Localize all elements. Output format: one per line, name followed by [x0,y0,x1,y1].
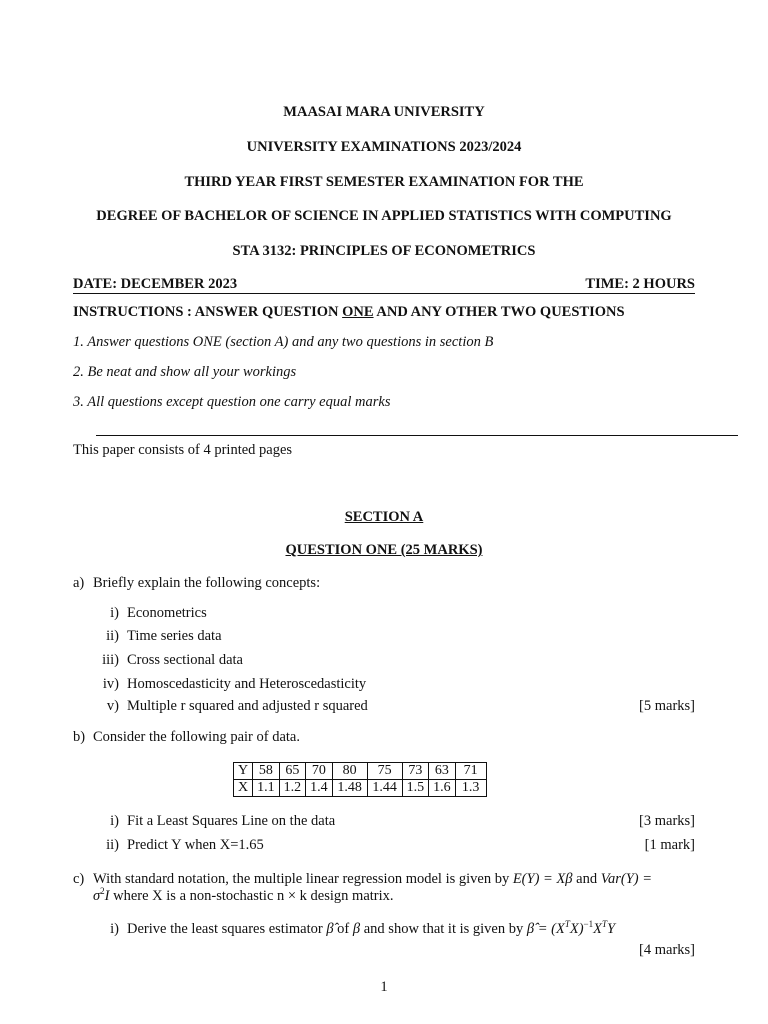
part-a-item-num: ii) [106,628,119,644]
part-b-item-num: i) [110,813,119,829]
part-a-label: a) [73,575,85,591]
table-cell: 1.6 [429,780,456,797]
table-cell: 1.5 [402,780,429,797]
part-a-item: Multiple r squared and adjusted r squared [127,698,368,714]
part-b-label: b) [73,729,86,745]
part-a-item-num: i) [110,605,119,621]
table-cell: 73 [402,763,429,780]
table-cell: X [234,780,253,797]
part-a-item-num: iii) [102,652,119,668]
instruction-3: 3. All questions except question one carry equal marks [73,394,391,410]
table-cell: 70 [306,763,333,780]
table-cell: 1.4 [306,780,333,797]
part-b-item: Fit a Least Squares Line on the data [127,813,336,829]
divider-line [96,435,738,436]
part-b-text: Consider the following pair of data. [93,729,300,745]
table-cell: 65 [279,763,306,780]
table-cell: 1.44 [367,780,402,797]
part-a-item: Homoscedasticity and Heteroscedasticity [127,676,367,692]
instruction-2: 2. Be neat and show all your workings [73,364,297,380]
section-title: SECTION A [344,509,424,525]
degree-title: DEGREE OF BACHELOR OF SCIENCE IN APPLIED STATISTICS WITH COMPUTING [96,208,672,224]
table-cell: 71 [455,763,486,780]
table-cell: 1.1 [253,780,280,797]
part-b-marks: [3 marks] [639,813,695,829]
instruction-1: 1. Answer questions ONE (section A) and any two questions in section B [73,334,494,350]
part-a-marks: [5 marks] [639,698,695,714]
part-c-item-num: i) [110,921,119,937]
table-cell: 80 [332,763,367,780]
table-cell: Y [234,763,253,780]
part-b-item-num: ii) [106,837,119,853]
part-a-item: Time series data [127,628,222,644]
part-a-text: Briefly explain the following concepts: [93,575,321,591]
table-cell: 1.3 [455,780,486,797]
table-row-x [234,780,487,797]
part-a-item-num: v) [106,698,119,714]
exam-title: UNIVERSITY EXAMINATIONS 2023/2024 [246,139,522,155]
data-table [233,762,487,797]
date-underline [73,293,695,294]
part-c-line-2: $\sigma^2I$ where X is a non-stochastic n × k design matrix. [93,886,394,904]
instructions-heading: INSTRUCTIONS : ANSWER QUESTION ONE AND ANY OTHER TWO QUESTIONS [73,304,625,320]
part-a-item: Cross sectional data [127,652,243,668]
part-c-label: c) [73,871,85,887]
table-cell: 63 [429,763,456,780]
part-a-item: Econometrics [127,605,207,621]
university-name: MAASAI MARA UNIVERSITY [283,104,485,120]
table-cell: 58 [253,763,280,780]
table-cell: 75 [367,763,402,780]
part-c-marks: [4 marks] [639,942,695,958]
exam-time: TIME: 2 HOURS [585,276,695,292]
table-row-y [234,763,487,780]
exam-date: DATE: DECEMBER 2023 [73,276,238,292]
question-title: QUESTION ONE (25 MARKS) [285,542,483,558]
part-a-item-num: iv) [102,676,119,692]
course-title: STA 3132: PRINCIPLES OF ECONOMETRICS [232,243,536,259]
page-number: 1 [380,979,388,995]
part-c-line-1: With standard notation, the multiple linear regression model is given by E(Y) = Xβ and Var(Y) = [93,871,652,887]
part-b-item: Predict Y when X=1.65 [127,837,264,853]
part-c-item: Derive the least squares estimator β̂ of β and show that it is given by β̂ = $(X^TX)^{-1}X^TY$ [127,919,616,937]
part-b-marks: [1 mark] [644,837,695,853]
table-cell: 1.48 [332,780,367,797]
year-semester: THIRD YEAR FIRST SEMESTER EXAMINATION FOR THE [184,174,584,190]
pages-note: This paper consists of 4 printed pages [73,442,293,458]
table-cell: 1.2 [279,780,306,797]
